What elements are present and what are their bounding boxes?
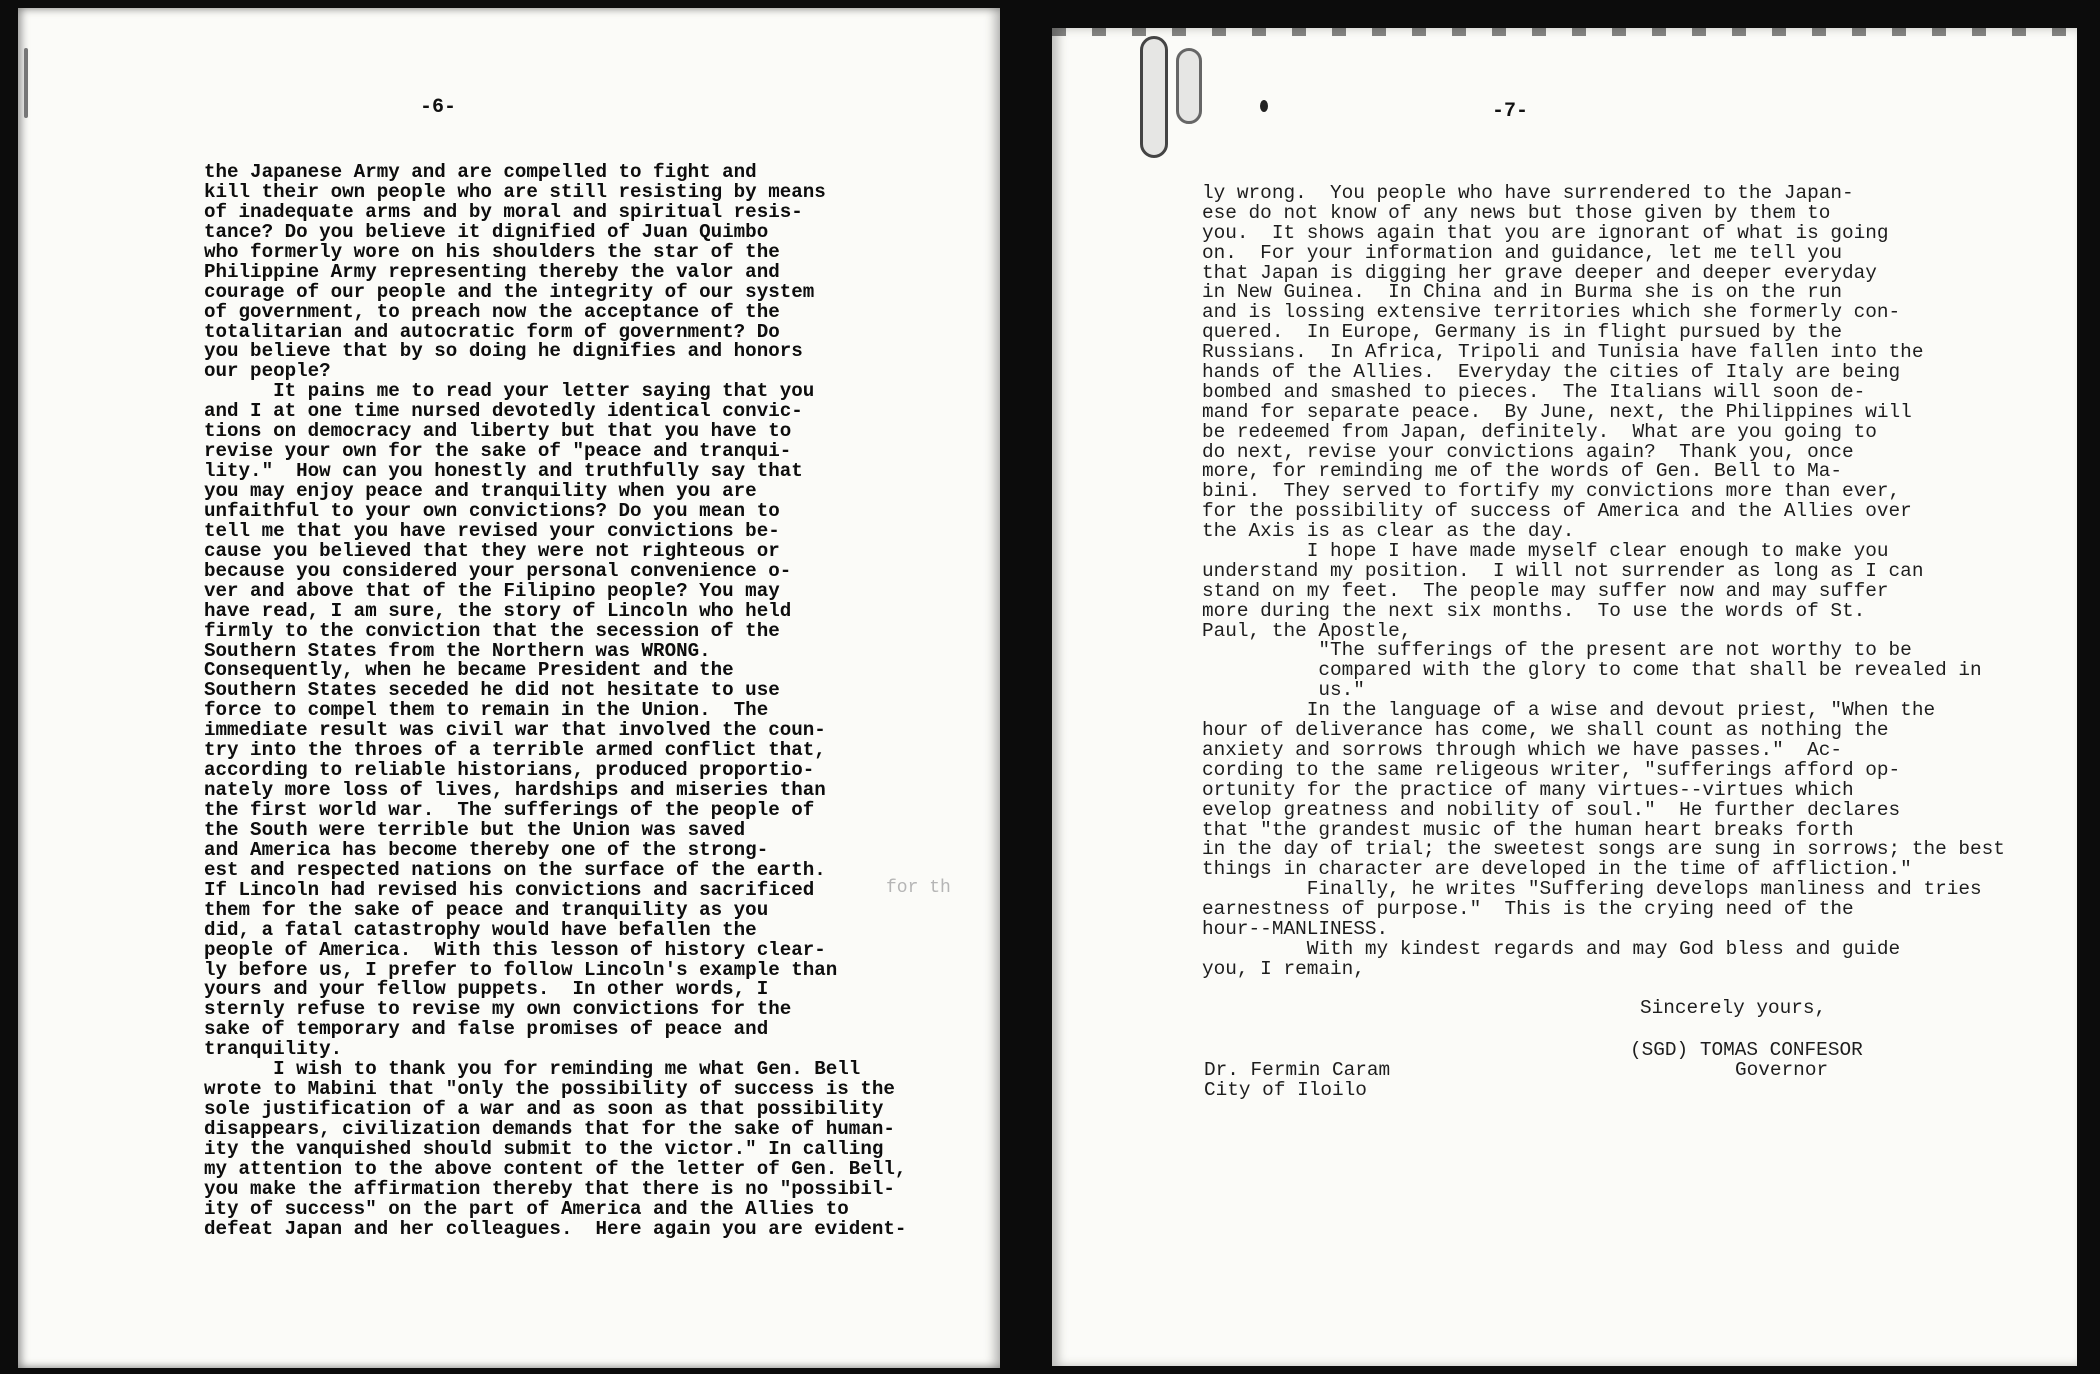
text-line: you may enjoy peace and tranquility when you are bbox=[204, 480, 757, 502]
text-line: you make the affirmation thereby that there is no "possibil- bbox=[204, 1177, 895, 1200]
text-line: them for the sake of peace and tranquility as you bbox=[204, 898, 769, 921]
text-line: ly wrong. You people who have surrendered to the Japan- bbox=[1202, 182, 1854, 204]
addressee-city: City of Iloilo bbox=[1204, 1079, 1367, 1101]
text-line: lity." How can you honestly and truthfully say that bbox=[204, 460, 803, 483]
text-line: In the language of a wise and devout priest, "When the bbox=[1202, 699, 1936, 722]
text-line: evelop greatness and nobility of soul." He further declares bbox=[1202, 798, 1901, 821]
letter-body-text bbox=[1202, 184, 2005, 980]
text-line: anxiety and sorrows through which we have passes." Ac- bbox=[1202, 738, 1842, 761]
text-line: Southern States seceded he did not hesitate to use bbox=[204, 679, 780, 702]
text-line: my attention to the above content of the letter of Gen. Bell, bbox=[204, 1157, 907, 1180]
text-line: and America has become thereby one of the strong- bbox=[204, 838, 769, 861]
text-line: according to reliable historians, produced proportio- bbox=[204, 759, 815, 782]
text-line: tranquility. bbox=[204, 1038, 343, 1061]
text-line: sole justification of a war and as soon as that possibility bbox=[204, 1098, 884, 1121]
text-line: revise your own for the sake of "peace and tranqui- bbox=[204, 440, 792, 463]
text-line: mand for separate peace. By June, next, the Philippines will bbox=[1202, 400, 1912, 423]
addressee-name: Dr. Fermin Caram bbox=[1204, 1059, 1391, 1081]
text-line: ver and above that of the Filipino people? You may bbox=[204, 579, 780, 602]
paper-clip-mark bbox=[1176, 48, 1202, 124]
paper-clip-mark bbox=[1140, 36, 1168, 158]
text-line: stand on my feet. The people may suffer now and may suffer bbox=[1202, 579, 1889, 602]
text-line: est and respected nations on the surface of the earth. bbox=[204, 858, 826, 881]
text-line: unfaithful to your own convictions? Do you mean to bbox=[204, 499, 780, 522]
text-line: defeat Japan and her colleagues. Here again you are evident- bbox=[204, 1217, 907, 1240]
text-line: ortunity for the practice of many virtues--virtues which bbox=[1202, 778, 1854, 801]
text-line: tance? Do you believe it dignified of Juan Quimbo bbox=[204, 220, 769, 243]
text-line: hour--MANLINESS. bbox=[1202, 917, 1389, 940]
text-line: cause you believed that they were not righteous or bbox=[204, 539, 780, 562]
text-line: earnestness of purpose." This is the crying need of the bbox=[1202, 898, 1854, 921]
text-line: cording to the same religeous writer, "sufferings afford op- bbox=[1202, 758, 1901, 781]
text-line: try into the throes of a terrible armed conflict that, bbox=[204, 739, 826, 762]
text-line: have read, I am sure, the story of Lincoln who held bbox=[204, 599, 792, 622]
text-line: I wish to thank you for reminding me what Gen. Bell bbox=[204, 1058, 861, 1081]
text-line: ese do not know of any news but those given by them to bbox=[1202, 201, 1831, 224]
text-line: us." bbox=[1202, 679, 1365, 702]
text-line: you, I remain, bbox=[1202, 957, 1365, 980]
text-line: because you considered your personal convenience o- bbox=[204, 559, 792, 582]
text-line: tions on democracy and liberty but that you have to bbox=[204, 420, 792, 443]
text-line: totalitarian and autocratic form of government? Do bbox=[204, 320, 780, 343]
text-line: bombed and smashed to pieces. The Italians will soon de- bbox=[1202, 380, 1866, 403]
text-line: wrote to Mabini that "only the possibility of success is the bbox=[204, 1078, 895, 1101]
text-line: hands of the Allies. Everyday the cities of Italy are being bbox=[1202, 361, 1901, 384]
text-line: Southern States from the Northern was WRONG. bbox=[204, 639, 711, 662]
closing-salutation: Sincerely yours, bbox=[1640, 997, 1827, 1019]
text-line: did, a fatal catastrophy would have befallen the bbox=[204, 918, 757, 941]
text-line: Philippine Army representing thereby the valor and bbox=[204, 260, 780, 283]
text-line: disappears, civilization demands that for the sake of human- bbox=[204, 1118, 895, 1140]
text-line: nately more loss of lives, hardships and miseries than bbox=[204, 779, 826, 802]
text-line: tell me that you have revised your convictions be- bbox=[204, 519, 780, 542]
text-line: Finally, he writes "Suffering develops manliness and tries bbox=[1202, 878, 1982, 901]
text-line: Paul, the Apostle, bbox=[1202, 619, 1412, 642]
text-line: "The sufferings of the present are not worthy to be bbox=[1202, 639, 1912, 662]
text-line: and I at one time nursed devotedly identical convic- bbox=[204, 400, 803, 423]
text-line: you believe that by so doing he dignifies and honors bbox=[204, 340, 803, 363]
text-line: understand my position. I will not surrender as long as I can bbox=[1202, 559, 1924, 582]
text-line: courage of our people and the integrity of our system bbox=[204, 280, 815, 303]
signer-title: Governor bbox=[1735, 1059, 1829, 1081]
text-line: more during the next six months. To use the words of St. bbox=[1202, 599, 1866, 622]
text-line: you. It shows again that you are ignorant of what is going bbox=[1202, 221, 1889, 244]
text-line: compared with the glory to come that shall be revealed in bbox=[1202, 659, 1982, 682]
text-line: do next, revise your convictions again? Thank you, once bbox=[1202, 440, 1854, 463]
text-line: yours and your fellow puppets. In other words, I bbox=[204, 978, 769, 1001]
text-line: ity the vanquished should submit to the victor." In calling bbox=[204, 1137, 884, 1160]
text-line: It pains me to read your letter saying that you bbox=[204, 380, 815, 403]
text-line: bini. They served to fortify my convictions more than ever, bbox=[1202, 480, 1901, 503]
text-line: the South were terrible but the Union was saved bbox=[204, 818, 746, 841]
page-number: -6- bbox=[420, 96, 457, 119]
page-right bbox=[1052, 28, 2077, 1366]
text-line: in New Guinea. In China and in Burma she is on the run bbox=[1202, 281, 1842, 304]
text-line: the first world war. The sufferings of the people of bbox=[204, 799, 815, 821]
text-line: If Lincoln had revised his convictions and sacrificed bbox=[204, 878, 815, 901]
text-line: of inadequate arms and by moral and spiritual resis- bbox=[204, 200, 803, 223]
text-line: ity of success" on the part of America and the Allies to bbox=[204, 1197, 849, 1220]
text-line: sternly refuse to revise my own convictions for the bbox=[204, 998, 792, 1021]
letter-body-text bbox=[204, 163, 906, 1240]
text-line: the Japanese Army and are compelled to fight and bbox=[204, 161, 757, 183]
text-line: Consequently, when he became President and the bbox=[204, 659, 734, 682]
text-line: ly before us, I prefer to follow Lincoln's example than bbox=[204, 958, 838, 981]
text-line: I hope I have made myself clear enough to make you bbox=[1202, 540, 1889, 563]
text-line: our people? bbox=[204, 360, 331, 383]
text-line: sake of temporary and false promises of peace and bbox=[204, 1018, 769, 1041]
text-line: in the day of trial; the sweetest songs are sung in sorrows; the best bbox=[1202, 838, 2005, 861]
text-line: things in character are developed in the time of affliction." bbox=[1202, 858, 1912, 881]
text-line: that "the grandest music of the human heart breaks forth bbox=[1202, 818, 1854, 841]
text-line: on. For your information and guidance, let me tell you bbox=[1202, 241, 1842, 264]
page-number: -7- bbox=[1492, 100, 1529, 123]
signer-name: (SGD) TOMAS CONFESOR bbox=[1630, 1039, 1863, 1061]
text-line: the Axis is as clear as the day. bbox=[1202, 520, 1575, 543]
text-line: hour of deliverance has come, we shall count as nothing the bbox=[1202, 719, 1889, 742]
text-line: for the possibility of success of America and the Allies over bbox=[1202, 500, 1912, 523]
text-line: and is lossing extensive territories which she formerly con- bbox=[1202, 301, 1901, 324]
bleed-through-text: for th bbox=[886, 878, 951, 898]
page-left bbox=[18, 8, 1000, 1368]
text-line: quered. In Europe, Germany is in flight pursued by the bbox=[1202, 321, 1842, 344]
text-line: kill their own people who are still resisting by means bbox=[204, 180, 826, 203]
text-line: With my kindest regards and may God bless and guide bbox=[1202, 937, 1901, 960]
ink-speck bbox=[1260, 100, 1268, 112]
text-line: firmly to the conviction that the secession of the bbox=[204, 619, 780, 642]
text-line: immediate result was civil war that involved the coun- bbox=[204, 719, 826, 742]
text-line: who formerly wore on his shoulders the star of the bbox=[204, 240, 780, 263]
text-line: that Japan is digging her grave deeper and deeper everyday bbox=[1202, 261, 1877, 284]
text-line: force to compel them to remain in the Union. The bbox=[204, 699, 769, 722]
text-line: people of America. With this lesson of history clear- bbox=[204, 938, 826, 961]
margin-scratch bbox=[24, 48, 28, 118]
text-line: Russians. In Africa, Tripoli and Tunisia have fallen into the bbox=[1202, 341, 1924, 364]
text-line: of government, to preach now the acceptance of the bbox=[204, 300, 780, 323]
text-line: more, for reminding me of the words of Gen. Bell to Ma- bbox=[1202, 460, 1842, 483]
text-line: be redeemed from Japan, definitely. What are you going to bbox=[1202, 420, 1877, 443]
